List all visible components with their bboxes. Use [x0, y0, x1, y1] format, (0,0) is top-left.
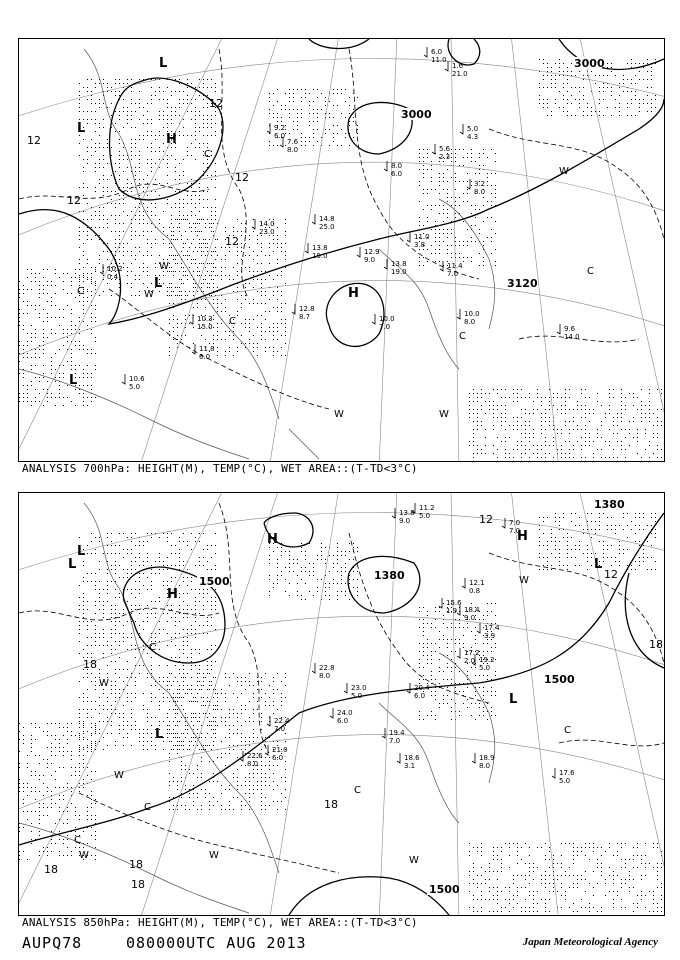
- station-temperature: 7.6: [287, 138, 299, 146]
- station-temperature: 1.6: [452, 62, 464, 70]
- station-dewpoint-depression: 19.0: [391, 268, 407, 276]
- station-dewpoint-depression: 6.0: [414, 692, 426, 700]
- station-temperature: 17.6: [559, 769, 575, 777]
- station-dewpoint-depression: 8.0: [247, 760, 259, 768]
- station-plot: [557, 324, 580, 341]
- wind-barb: [552, 768, 555, 778]
- warm-marker: W: [144, 289, 154, 300]
- wind-barb: [407, 232, 410, 242]
- pressure-system-low: L: [77, 121, 86, 136]
- station-plot: [502, 518, 520, 535]
- station-plot: [384, 161, 402, 178]
- wind-barb: [372, 314, 375, 324]
- station-dewpoint-depression: 19.0: [312, 252, 328, 260]
- station-temperature: 3.2: [474, 180, 486, 188]
- station-temperature: 20.4: [414, 684, 430, 692]
- pressure-system-high: H: [267, 532, 278, 547]
- pressure-system-low: L: [69, 373, 78, 388]
- station-plot: [382, 728, 405, 745]
- warm-marker: W: [209, 850, 219, 861]
- station-temperature: 17.2: [464, 649, 480, 657]
- station-dewpoint-depression: 8.0: [287, 146, 299, 154]
- pressure-system-high: H: [166, 132, 177, 147]
- wind-barb: [192, 344, 195, 354]
- warm-marker: W: [519, 575, 529, 586]
- chart-panel-850hpa: [18, 492, 665, 916]
- wind-barb: [312, 663, 315, 673]
- wind-barb: [502, 518, 505, 528]
- map-labels: [44, 498, 663, 896]
- station-temperature: 18.4: [464, 606, 480, 614]
- station-dewpoint-depression: 21.0: [452, 70, 468, 78]
- station-plot: [267, 123, 285, 140]
- station-plot: [372, 314, 395, 331]
- station-temperature: 11.0: [414, 233, 430, 241]
- station-dewpoint-depression: 6.0: [337, 717, 349, 725]
- station-dewpoint-depression: 15.0: [197, 323, 213, 331]
- station-dewpoint-depression: 9.0: [464, 614, 476, 622]
- station-plot: [252, 219, 275, 236]
- cold-marker: C: [564, 725, 571, 736]
- pressure-system-low: L: [594, 557, 603, 572]
- station-plot: [439, 598, 462, 615]
- station-temperature: 8.0: [391, 162, 403, 170]
- chart-panel-700hpa: [18, 38, 665, 462]
- station-dewpoint-depression: 1.9: [446, 607, 458, 615]
- isotherm-label: 18: [131, 878, 145, 891]
- station-plot: [330, 708, 353, 725]
- wind-barb: [312, 214, 315, 224]
- station-temperature: 10.0: [464, 310, 480, 318]
- wind-barb: [439, 598, 442, 608]
- station-temperature: 23.0: [351, 684, 367, 692]
- station-dewpoint-depression: 6.0: [391, 170, 403, 178]
- warm-marker: W: [99, 678, 109, 689]
- station-dewpoint-depression: 6.0: [199, 353, 211, 361]
- station-dewpoint-depression: 11.0: [431, 56, 447, 64]
- wind-barb: [344, 683, 347, 693]
- station-temperature: 12.9: [364, 248, 380, 256]
- wind-barb: [472, 753, 475, 763]
- warm-marker: W: [559, 166, 569, 177]
- station-plot: [424, 47, 447, 64]
- cold-marker: C: [74, 835, 81, 846]
- map-700hpa: [19, 39, 664, 461]
- station-plot: [462, 578, 485, 595]
- agency-credit: Japan Meteorological Agency: [522, 936, 658, 948]
- height-contour-label: 1500: [544, 673, 575, 686]
- station-plot: [267, 716, 290, 733]
- station-dewpoint-depression: 5.0: [559, 777, 571, 785]
- station-temperature: 10.2: [107, 265, 123, 273]
- station-plot: [240, 751, 263, 768]
- wind-barb: [432, 144, 435, 154]
- cold-marker: C: [144, 802, 151, 813]
- product-code: AUPQ78: [22, 934, 83, 952]
- station-plot: [472, 753, 495, 770]
- station-dewpoint-depression: 0.8: [469, 587, 481, 595]
- cold-marker: C: [204, 149, 211, 160]
- isotherm-label: 12: [604, 568, 618, 581]
- station-plot: [407, 232, 430, 249]
- station-dewpoint-depression: 7.0: [379, 323, 391, 331]
- isotherm-label: 18: [324, 798, 338, 811]
- station-temperature: 18.9: [479, 754, 495, 762]
- wind-barb: [122, 374, 125, 384]
- isotherm-label: 18: [129, 858, 143, 871]
- isotherm-label: 12: [225, 235, 239, 248]
- height-contour-label: 3000: [574, 57, 605, 70]
- station-dewpoint-depression: 8.0: [479, 762, 491, 770]
- wind-barb: [457, 309, 460, 319]
- stipple-wet-areas: [19, 59, 664, 458]
- wind-barb: [424, 47, 427, 57]
- cold-marker: C: [459, 331, 466, 342]
- station-temperature: 22.4: [274, 717, 290, 725]
- station-temperature: 11.2: [419, 504, 435, 512]
- station-temperature: 14.8: [319, 215, 335, 223]
- wind-barb: [330, 708, 333, 718]
- station-temperature: 6.0: [431, 48, 443, 56]
- wind-barb: [557, 324, 560, 334]
- station-plot: [467, 179, 485, 196]
- station-dewpoint-depression: 3.9: [484, 632, 496, 640]
- height-contour-label: 3000: [401, 108, 432, 121]
- station-plot: [457, 309, 480, 326]
- station-plot: [412, 503, 435, 520]
- station-dewpoint-depression: 7.0: [274, 725, 286, 733]
- station-plot: [457, 605, 480, 622]
- pressure-system-low: L: [159, 56, 168, 71]
- isotherm-label: 12: [209, 97, 223, 110]
- graticule-lines: [19, 39, 664, 461]
- station-plot: [407, 683, 430, 700]
- caption-700hpa: ANALYSIS 700hPa: HEIGHT(M), TEMP(°C), WET AREA::(T-TD<3°C): [22, 462, 418, 475]
- station-temperature: 19.2: [479, 656, 495, 664]
- station-dewpoint-depression: 3.8: [414, 241, 426, 249]
- warm-marker: W: [79, 850, 89, 861]
- station-temperature: 11.8: [199, 345, 215, 353]
- station-dewpoint-depression: 5.0: [351, 692, 363, 700]
- coastlines: [19, 503, 495, 913]
- pressure-system-low: L: [154, 276, 163, 291]
- station-plot: [472, 655, 495, 672]
- station-plot: [477, 623, 500, 640]
- pressure-system-high: H: [348, 286, 359, 301]
- height-contour-label: 3120: [507, 277, 538, 290]
- station-temperature: 15.6: [446, 599, 462, 607]
- pressure-system-low: L: [155, 727, 164, 742]
- station-temperature: 5.6: [439, 145, 451, 153]
- wind-barb: [357, 247, 360, 257]
- wind-barb: [457, 648, 460, 658]
- warm-marker: W: [409, 855, 419, 866]
- height-contour-label: 1500: [199, 575, 230, 588]
- station-dewpoint-depression: 4.3: [467, 133, 479, 141]
- pressure-system-low: L: [68, 557, 77, 572]
- station-plot: [312, 663, 335, 680]
- cold-marker: C: [354, 785, 361, 796]
- station-plot: [457, 648, 480, 665]
- wind-barb: [397, 753, 400, 763]
- isotherm-label: 12: [27, 134, 41, 147]
- station-plot: [432, 144, 451, 161]
- warm-marker: W: [114, 770, 124, 781]
- station-temperature: 17.4: [484, 624, 500, 632]
- station-dewpoint-depression: 8.7: [299, 313, 311, 321]
- isotherm-label: 12: [67, 194, 81, 207]
- station-temperature: 13.8: [312, 244, 328, 252]
- wind-barb: [267, 123, 270, 133]
- station-dewpoint-depression: 25.0: [319, 223, 335, 231]
- wind-barb: [477, 623, 480, 633]
- pressure-system-high: H: [167, 587, 178, 602]
- station-temperature: 11.4: [447, 262, 463, 270]
- station-temperature: 9.6: [564, 325, 576, 333]
- wind-barb: [190, 314, 193, 324]
- cold-marker: C: [229, 316, 236, 327]
- station-plot: [357, 247, 380, 264]
- station-dewpoint-depression: 14.0: [564, 333, 580, 341]
- warm-marker: W: [159, 261, 169, 272]
- station-plot: [192, 344, 215, 361]
- caption-850hpa: ANALYSIS 850hPa: HEIGHT(M), TEMP(°C), WET AREA::(T-TD<3°C): [22, 916, 418, 929]
- station-dewpoint-depression: 6.0: [272, 754, 284, 762]
- station-dewpoint-depression: 8.0: [464, 318, 476, 326]
- wind-barb: [407, 683, 410, 693]
- station-temperature: 13.8: [399, 509, 415, 517]
- station-dewpoint-depression: 6.0: [274, 132, 286, 140]
- station-temperature: 18.6: [404, 754, 420, 762]
- station-plot: [344, 683, 367, 700]
- isotherm-label: 18: [83, 658, 97, 671]
- station-plot: [122, 374, 145, 391]
- station-dewpoint-depression: 8.0: [319, 672, 331, 680]
- station-temperature: 10.0: [379, 315, 395, 323]
- cold-marker: C: [77, 286, 84, 297]
- station-temperature: 21.0: [272, 746, 288, 754]
- station-dewpoint-depression: 2.3: [439, 153, 451, 161]
- map-labels: [27, 47, 605, 420]
- height-contour-label: 1380: [594, 498, 625, 511]
- warm-marker: W: [439, 409, 449, 420]
- station-dewpoint-depression: 7.0: [389, 737, 401, 745]
- station-plot: [460, 124, 478, 141]
- isotherm-label: 12: [235, 171, 249, 184]
- station-plot: [552, 768, 575, 785]
- station-plot: [440, 261, 463, 278]
- wind-barb: [382, 728, 385, 738]
- station-plot: [190, 314, 213, 331]
- wind-barb: [462, 578, 465, 588]
- graticule-lines: [19, 493, 664, 915]
- station-plot: [445, 61, 468, 78]
- station-temperature: 10.6: [129, 375, 145, 383]
- station-dewpoint-depression: 5.0: [129, 383, 141, 391]
- station-dewpoint-depression: 9.0: [364, 256, 376, 264]
- station-dewpoint-depression: 3.1: [404, 762, 416, 770]
- station-plot: [305, 243, 328, 260]
- station-dewpoint-depression: 2.0: [464, 657, 476, 665]
- station-dewpoint-depression: 9.0: [399, 517, 411, 525]
- station-temperature: 14.0: [259, 220, 275, 228]
- wind-barb: [467, 179, 470, 189]
- station-temperature: 13.8: [391, 260, 407, 268]
- cold-marker: C: [149, 642, 156, 653]
- station-temperature: 22.8: [319, 664, 335, 672]
- station-temperature: 19.4: [389, 729, 405, 737]
- temperature-isotherms: [19, 503, 664, 873]
- wind-barb: [384, 259, 387, 269]
- map-850hpa: [19, 493, 664, 915]
- station-temperature: 5.0: [467, 125, 479, 133]
- height-contour-label: 1500: [429, 883, 460, 896]
- isotherm-label: 18: [44, 863, 58, 876]
- station-temperature: 9.2: [274, 124, 286, 132]
- station-temperature: 7.0: [509, 519, 521, 527]
- wind-barb: [460, 124, 463, 134]
- analysis-time: 080000UTC AUG 2013: [126, 934, 307, 952]
- wind-barb: [100, 264, 103, 274]
- station-dewpoint-depression: 7.0: [447, 270, 459, 278]
- station-plot: [312, 214, 335, 231]
- isotherm-label: 18: [649, 638, 663, 651]
- station-temperature: 12.8: [299, 305, 315, 313]
- pressure-system-low: L: [77, 544, 86, 559]
- station-dewpoint-depression: 5.0: [419, 512, 431, 520]
- station-temperature: 22.6: [247, 752, 263, 760]
- station-temperature: 12.1: [469, 579, 485, 587]
- wind-barb: [305, 243, 308, 253]
- height-contour-label: 1380: [374, 569, 405, 582]
- station-plot: [397, 753, 420, 770]
- station-dewpoint-depression: 5.0: [479, 664, 491, 672]
- station-dewpoint-depression: 8.0: [474, 188, 486, 196]
- station-plot: [280, 137, 299, 154]
- pressure-system-low: L: [509, 692, 518, 707]
- station-plot: [292, 304, 315, 321]
- station-plot: [265, 745, 288, 762]
- cold-marker: C: [587, 266, 594, 277]
- pressure-system-high: H: [517, 529, 528, 544]
- station-dewpoint-depression: 0.4: [107, 273, 119, 281]
- station-temperature: 24.0: [337, 709, 353, 717]
- station-dewpoint-depression: 7.0: [509, 527, 521, 535]
- station-temperature: 10.3: [197, 315, 213, 323]
- station-dewpoint-depression: 23.0: [259, 228, 275, 236]
- isotherm-label: 12: [479, 513, 493, 526]
- warm-marker: W: [334, 409, 344, 420]
